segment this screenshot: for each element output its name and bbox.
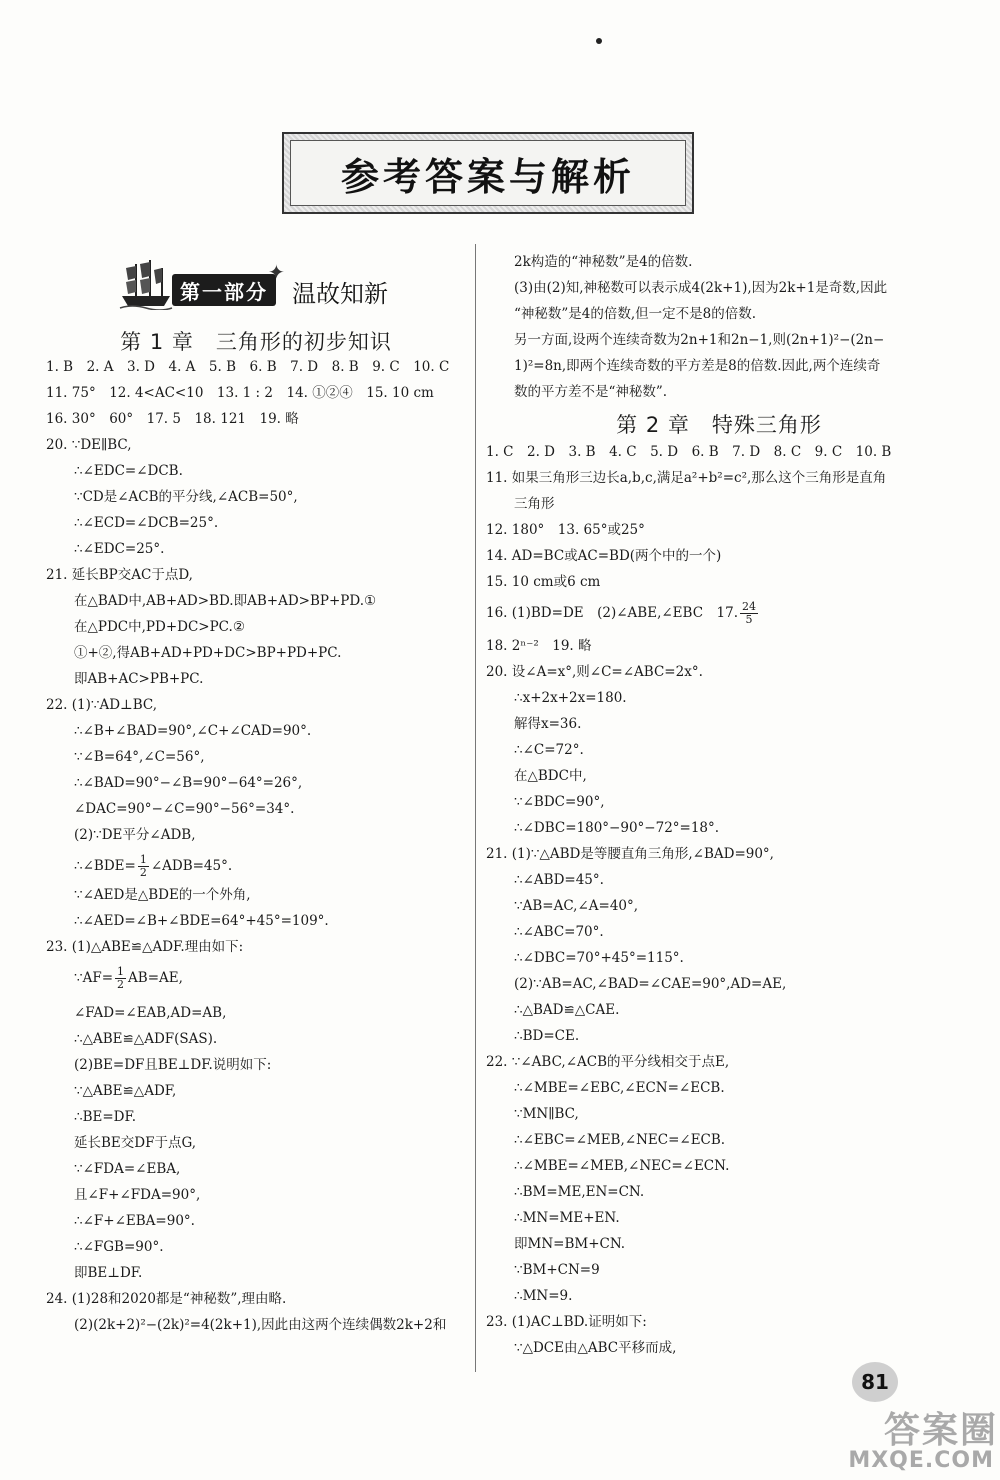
title-banner (282, 132, 694, 214)
answer-line: 1. C 2. D 3. B 4. C 5. D 6. B 7. D 8. C 9. C 10. B (486, 444, 892, 460)
answer-line: ∴MN=ME+EN. (514, 1210, 620, 1226)
answer-line: ∴∠FGB=90°. (74, 1239, 164, 1255)
answer-line: 24. (1)28和2020都是“神秘数”,理由略. (46, 1291, 287, 1307)
chapter-title: 第 2 章 特殊三角形 (616, 413, 822, 437)
fraction-denominator: 5 (745, 613, 753, 626)
answer-line: ∴∠DBC=180°−90°−72°=18°. (514, 820, 720, 836)
answer-text: AB=AE, (128, 970, 183, 986)
answer-line: 解得x=36. (514, 716, 582, 732)
answer-line: 11. 如果三角形三边长a,b,c,满足a²+b²=c²,那么这个三角形是直角 (486, 470, 887, 486)
answer-line: ∴BM=ME,EN=CN. (514, 1184, 645, 1200)
answer-line: ∴∠EDC=25°. (74, 541, 165, 557)
answer-line: 12. 180° 13. 65°或25° (486, 522, 645, 538)
answer-line: 另一方面,设两个连续奇数为2n+1和2n−1,则(2n+1)²−(2n− (514, 332, 885, 348)
answer-line: ∴∠AED=∠B+∠BDE=64°+45°=109°. (74, 913, 329, 929)
answer-line: 在△BAD中,AB+AD>BD.即AB+AD>BP+PD.① (74, 593, 377, 609)
part-heading (118, 254, 408, 310)
answer-line: ∵AB=AC,∠A=40°, (514, 898, 639, 914)
answer-line-with-fraction (486, 601, 760, 626)
answer-line: 20. ∵DE∥BC, (46, 437, 132, 453)
answer-line: ∴BD=CE. (514, 1028, 580, 1044)
answer-line: (2)∵DE平分∠ADB, (74, 827, 196, 843)
answer-line: ∴∠ABD=45°. (514, 872, 604, 888)
chapter-title: 第 1 章 三角形的初步知识 (120, 330, 392, 354)
answer-line: ∴△BAD≌△CAE. (514, 1002, 620, 1018)
answer-line: 18. 2ⁿ⁻² 19. 略 (486, 638, 592, 654)
title-banner-inner (290, 140, 686, 206)
answer-line: 11. 75° 12. 4<AC<10 13. 1 : 2 14. ①②④ 15. 10 cm (46, 385, 434, 401)
answer-line-with-fraction (74, 854, 232, 879)
fraction-numerator: 1 (117, 965, 125, 978)
watermark-url: MXQE.COM (848, 1448, 994, 1473)
fraction-numerator: 1 (139, 853, 147, 866)
answer-line: “神秘数”是4的倍数,但一定不是8的倍数. (514, 306, 757, 322)
answer-line: ∵BM+CN=9 (514, 1262, 600, 1278)
answer-line: 20. 设∠A=x°,则∠C=∠ABC=2x°. (486, 664, 703, 680)
answer-line: 即AB+AC>PB+PC. (74, 671, 204, 687)
answer-line: ∴BE=DF. (74, 1109, 137, 1125)
answer-text: 16. (1)BD=DE (2)∠ABE,∠EBC 17. (486, 605, 739, 621)
fraction (115, 966, 126, 991)
answer-line: ∴∠EBC=∠MEB,∠NEC=∠ECB. (514, 1132, 726, 1148)
answer-line: ∴∠ECD=∠DCB=25°. (74, 515, 219, 531)
answer-line: 21. (1)∵△ABD是等腰直角三角形,∠BAD=90°, (486, 846, 774, 862)
answer-line: (2)∵AB=AC,∠BAD=∠CAE=90°,AD=AE, (514, 976, 787, 992)
answer-line: ∴∠MBE=∠EBC,∠ECN=∠ECB. (514, 1080, 725, 1096)
answer-line: 23. (1)AC⊥BD.证明如下: (486, 1314, 647, 1330)
answer-line: 2k构造的“神秘数”是4的倍数. (514, 254, 693, 270)
part-label-badge (172, 274, 276, 306)
page-number (852, 1362, 898, 1402)
answer-line: 即MN=BM+CN. (514, 1236, 626, 1252)
answer-line: ∵△DCE由△ABC平移而成, (514, 1340, 677, 1356)
answer-line: 15. 10 cm或6 cm (486, 574, 601, 590)
answer-line: ∴∠F+∠EBA=90°. (74, 1213, 195, 1229)
answer-text: ∠ADB=45°. (150, 858, 233, 874)
column-divider (475, 244, 476, 1372)
answer-line: 数的平方差不是“神秘数”. (514, 384, 668, 400)
part-subtitle: 温故知新 (292, 280, 388, 308)
sailing-ship-icon (118, 258, 174, 310)
page-title: 参考答案与解析 (340, 154, 635, 199)
answer-line: (2)BE=DF且BE⊥DF.说明如下: (74, 1057, 272, 1073)
answer-line: 22. ∵∠ABC,∠ACB的平分线相交于点E, (486, 1054, 730, 1070)
answer-line: ∠DAC=90°−∠C=90°−56°=34°. (74, 801, 295, 817)
answer-line: 23. (1)△ABE≌△ADF.理由如下: (46, 939, 244, 955)
answer-line: ①+②,得AB+AD+PD+DC>BP+PD+PC. (74, 645, 342, 661)
answer-line: ∴△ABE≌△ADF(SAS). (74, 1031, 218, 1047)
fraction-denominator: 2 (139, 866, 147, 879)
answer-line: 在△PDC中,PD+DC>PC.② (74, 619, 245, 635)
answer-line: 22. (1)∵AD⊥BC, (46, 697, 158, 713)
answer-line: 21. 延长BP交AC于点D, (46, 567, 193, 583)
answer-line: 即BE⊥DF. (74, 1265, 143, 1281)
answer-line: ∴∠B+∠BAD=90°,∠C+∠CAD=90°. (74, 723, 312, 739)
answer-line: (2)(2k+2)²−(2k)²=4(2k+1),因此由这两个连续偶数2k+2和 (74, 1317, 447, 1333)
decorative-dot (596, 38, 602, 44)
answer-line: ∴∠C=72°. (514, 742, 584, 758)
answer-line: ∴∠DBC=70°+45°=115°. (514, 950, 684, 966)
answer-text: ∵AF= (74, 970, 114, 986)
answer-line: ∴∠MBE=∠MEB,∠NEC=∠ECN. (514, 1158, 730, 1174)
answer-line: 1)²=8n,即两个连续奇数的平方差是8的倍数.因此,两个连续奇 (514, 358, 881, 374)
fraction-denominator: 2 (117, 978, 125, 991)
answer-line: 且∠F+∠FDA=90°, (74, 1187, 201, 1203)
answer-line: ∠FAD=∠EAB,AD=AB, (74, 1005, 227, 1021)
answer-line: ∴x+2x+2x=180. (514, 690, 627, 706)
answer-line: ∵∠AED是△BDE的一个外角, (74, 887, 251, 903)
answer-line: 1. B 2. A 3. D 4. A 5. B 6. B 7. D 8. B 9. C 10. C (46, 359, 450, 375)
answer-line: ∵∠FDA=∠EBA, (74, 1161, 181, 1177)
answer-line: 14. AD=BC或AC=BD(两个中的一个) (486, 548, 722, 564)
part-label: 第一部分 (180, 279, 268, 304)
answer-line: ∴MN=9. (514, 1288, 573, 1304)
answer-line: (3)由(2)知,神秘数可以表示成4(2k+1),因为2k+1是奇数,因此 (514, 280, 888, 296)
answer-line: ∵∠BDC=90°, (514, 794, 605, 810)
answer-line: 延长BE交DF于点G, (74, 1135, 197, 1151)
page-number-text: 81 (861, 1370, 889, 1394)
watermark (834, 1402, 998, 1478)
answer-line: ∵MN∥BC, (514, 1106, 579, 1122)
fraction (138, 854, 149, 879)
answer-line-with-fraction (74, 966, 183, 991)
answer-line: 在△BDC中, (514, 768, 587, 784)
answer-line: ∴∠EDC=∠DCB. (74, 463, 183, 479)
answer-line: ∵∠B=64°,∠C=56°, (74, 749, 205, 765)
fraction (740, 601, 758, 626)
answer-line: ∵CD是∠ACB的平分线,∠ACB=50°, (74, 489, 298, 505)
answer-line: ∵△ABE≌△ADF, (74, 1083, 177, 1099)
answer-line: ∴∠ABC=70°. (514, 924, 604, 940)
watermark-logo-text: 答案圈 (883, 1410, 998, 1451)
answer-line: 16. 30° 60° 17. 5 18. 121 19. 略 (46, 411, 299, 427)
answer-text: ∴∠BDE= (74, 858, 136, 874)
answer-line: 三角形 (514, 496, 555, 512)
fraction-numerator: 24 (742, 600, 757, 613)
answer-line: ∴∠BAD=90°−∠B=90°−64°=26°, (74, 775, 303, 791)
star-icon: ✦ (268, 260, 285, 284)
